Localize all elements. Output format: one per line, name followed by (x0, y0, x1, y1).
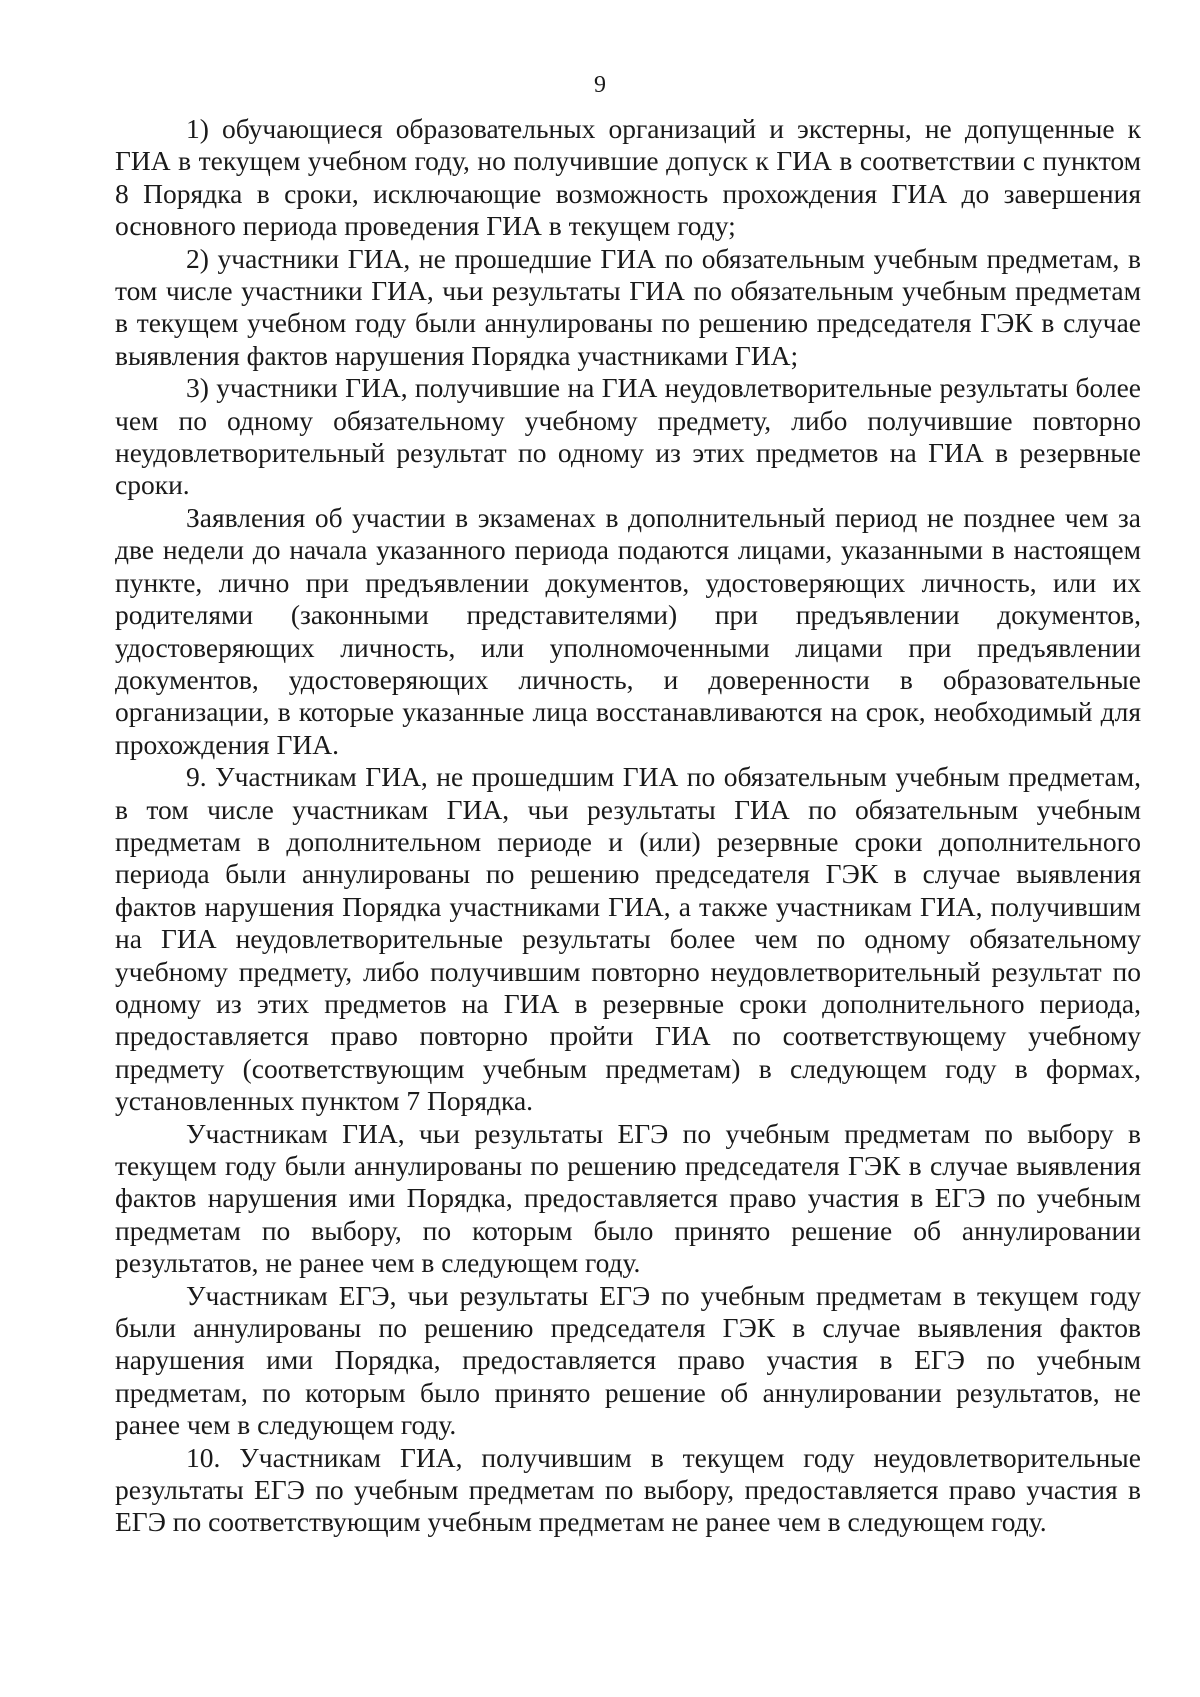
paragraph-section-10: 10. Участникам ГИА, получившим в текущем году неудовлетворительные результаты ЕГЭ по учебным предметам по выбору, предоставляется право участия в ЕГЭ по соответствующим учебным предметам не ранее чем в следующем году. (115, 1441, 1141, 1538)
paragraph-section-9: 9. Участникам ГИА, не прошедшим ГИА по обязательным учебным предметам, в том числе участникам ГИА, чьи результаты ГИА по обязательным учебным предметам в дополнительном периоде и (или) резервные сроки дополнительного периода были аннулированы по решению председателя ГЭК в случае выявления фактов нарушения Порядка участниками ГИА, а также участникам ГИА, получившим на ГИА неудовлетворительные результаты более чем по одному обязательному учебному предмету, либо получившим повторно неудовлетворительный результат по одному из этих предметов на ГИА в резервные сроки дополнительного периода, предоставляется право повторно пройти ГИА по соответствующему учебному предмету (соответствующим учебным предметам) в следующем году в формах, установленных пунктом 7 Порядка. (115, 761, 1141, 1117)
page-number: 9 (594, 72, 606, 98)
paragraph-annulled-ege-choice: Участникам ГИА, чьи результаты ЕГЭ по учебным предметам по выбору в текущем году были аннулированы по решению председателя ГЭК в случае выявления фактов нарушения ими Порядка, предоставляется право участия в ЕГЭ по учебным предметам по выбору, по которым было принято решение об аннулировании результатов, не ранее чем в следующем году. (115, 1117, 1141, 1279)
paragraph-item-2: 2) участники ГИА, не прошедшие ГИА по обязательным учебным предметам, в том числе участники ГИА, чьи результаты ГИА по обязательным учебным предметам в текущем учебном году были аннулированы по решению председателя ГЭК в случае выявления фактов нарушения Порядка участниками ГИА; (115, 242, 1141, 371)
document-body (115, 113, 1141, 1539)
paragraph-annulled-ege: Участникам ЕГЭ, чьи результаты ЕГЭ по учебным предметам в текущем году были аннулированы по решению председателя ГЭК в случае выявления фактов нарушения ими Порядка, предоставляется право участия в ЕГЭ по учебным предметам, по которым было принято решение об аннулировании результатов, не ранее чем в следующем году. (115, 1279, 1141, 1441)
paragraph-applications: Заявления об участии в экзаменах в дополнительный период не позднее чем за две недели до начала указанного периода подаются лицами, указанными в настоящем пункте, лично при предъявлении документов, удостоверяющих личность, или их родителями (законными представителями) при предъявлении документов, удостоверяющих личность, или уполномоченными лицами при предъявлении документов, удостоверяющих личность, и доверенности в образовательные организации, в которые указанные лица восстанавливаются на срок, необходимый для прохождения ГИА. (115, 501, 1141, 760)
paragraph-item-3: 3) участники ГИА, получившие на ГИА неудовлетворительные результаты более чем по одному обязательному учебному предмету, либо получившие повторно неудовлетворительный результат по одному из этих предметов на ГИА в резервные сроки. (115, 372, 1141, 501)
paragraph-item-1: 1) обучающиеся образовательных организаций и экстерны, не допущенные к ГИА в текущем учебном году, но получившие допуск к ГИА в соответствии с пунктом 8 Порядка в сроки, исключающие возможность прохождения ГИА до завершения основного периода проведения ГИА в текущем году; (115, 113, 1141, 242)
